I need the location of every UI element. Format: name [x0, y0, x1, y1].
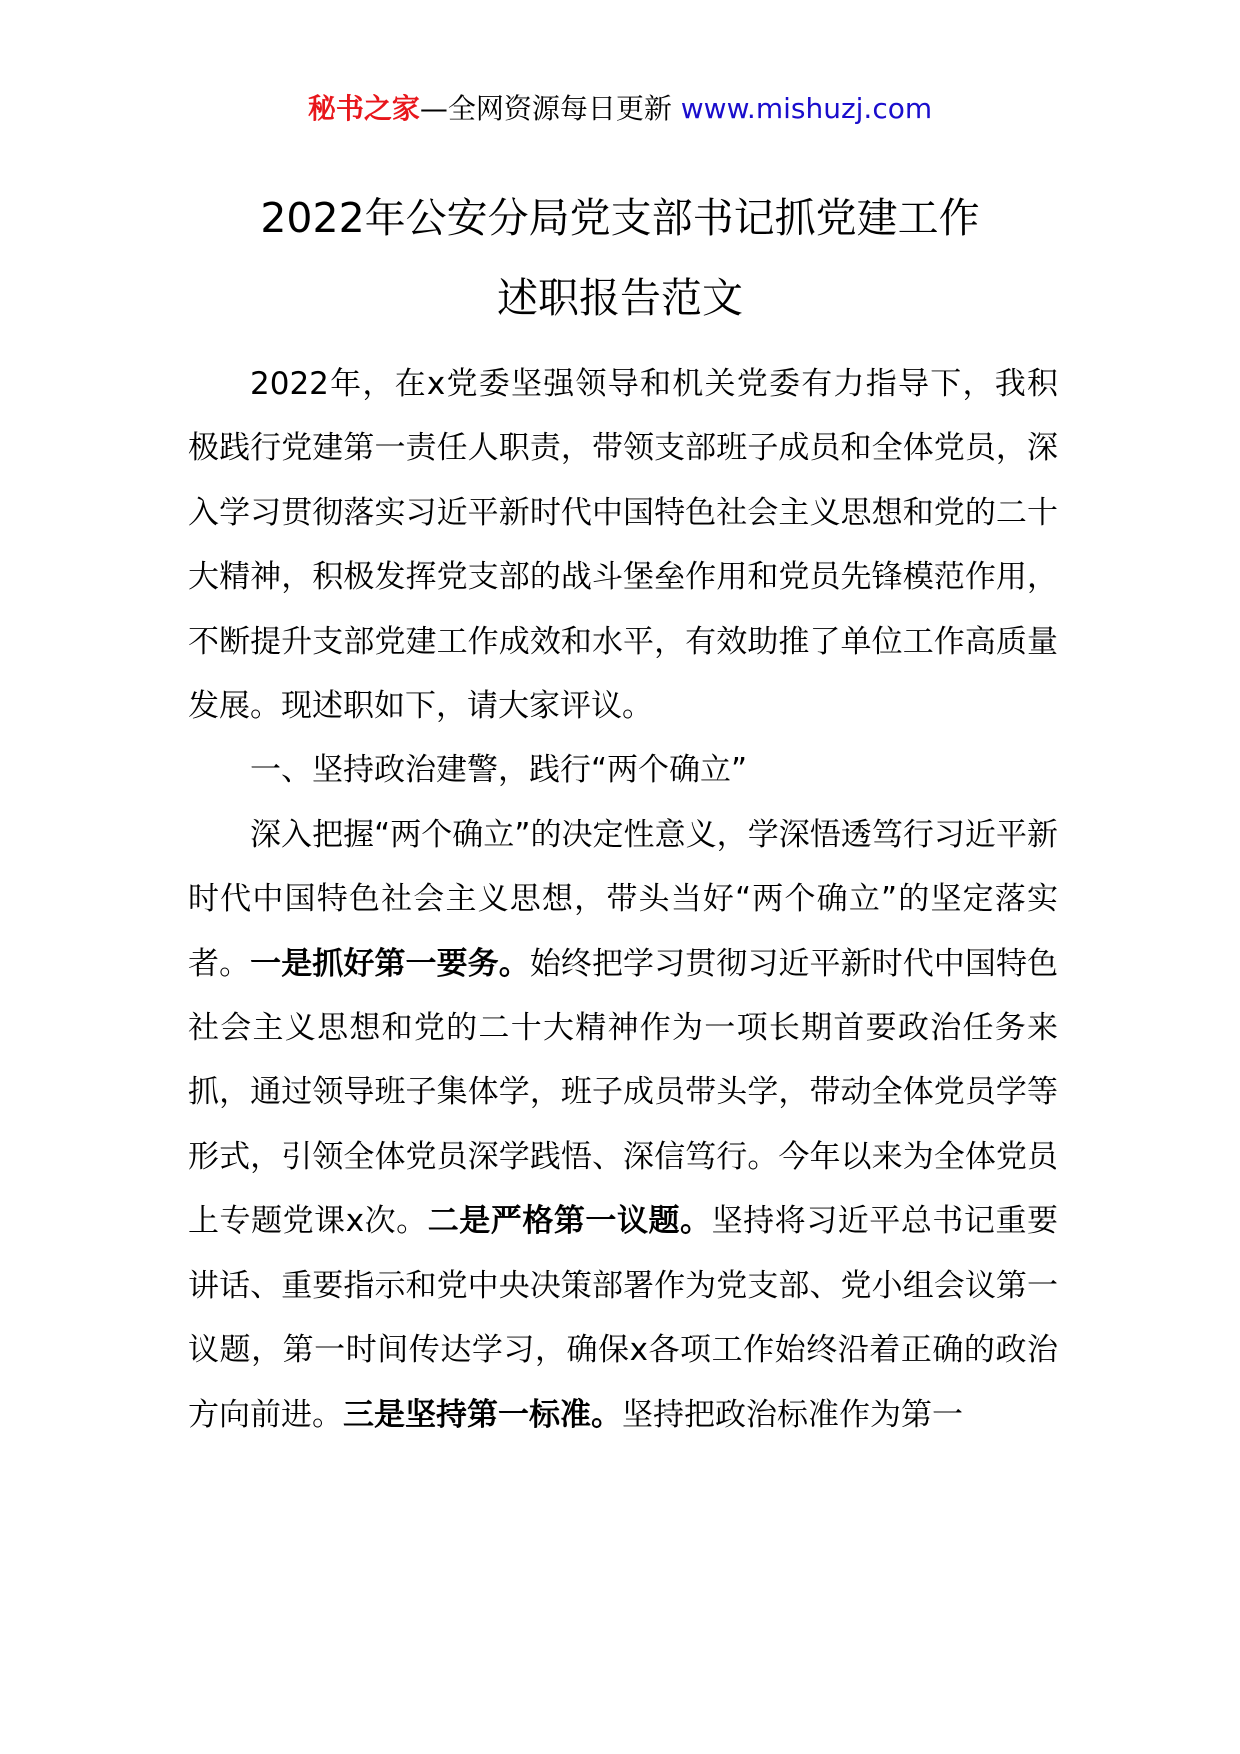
site-header — [0, 86, 1240, 132]
section-1-lead: 深入把握“两个确立”的决定性意义，学深悟透笃行习近平新时代中国特色社会主义思想，带头当好“两个确立”的坚定落实者。 — [188, 816, 1058, 982]
point-3-text: 坚持把政治标准作为第一 — [622, 1396, 963, 1433]
document-title-line-2: 述职报告范文 — [497, 274, 743, 322]
document-title-line-1: 2022年公安分局党支部书记抓党建工作 — [260, 194, 980, 242]
section-1-paragraph — [188, 803, 1058, 1447]
intro-paragraph: 2022年，在x党委坚强领导和机关党委有力指导下，我积极践行党建第一责任人职责，带领支部班子成员和全体党员，深入学习贯彻落实习近平新时代中国特色社会主义思想和党的二十大精神，积极发挥党支部的战斗堡垒作用和党员先锋模范作用，不断提升支部党建工作成效和水平，有效助推了单位工作高质量发展。现述职如下，请大家评议。 — [188, 366, 1058, 725]
site-url-link[interactable]: www.mishuzj.com — [680, 92, 933, 125]
section-1-heading: 一、坚持政治建警，践行“两个确立” — [250, 752, 748, 789]
point-3-title: 三是坚持第一标准。 — [343, 1396, 622, 1433]
site-slogan: —全网资源每日更新 — [419, 92, 681, 125]
document-body — [188, 352, 1058, 1447]
document-title — [0, 178, 1240, 338]
point-1-title: 一是抓好第一要务。 — [250, 945, 530, 982]
site-brand: 秘书之家 — [307, 92, 420, 125]
point-2-title: 二是严格第一议题。 — [427, 1203, 712, 1240]
point-1-text: 始终把学习贯彻习近平新时代中国特色社会主义思想和党的二十大精神作为一项长期首要政治任务来抓，通过领导班子集体学，班子成员带头学，带动全体党员学等形式，引领全体党员深学践悟、深信笃行。今年以来为全体党员上专题党课x次。 — [188, 945, 1059, 1240]
point-2-text: 坚持将习近平总书记重要讲话、重要指示和党中央决策部署作为党支部、党小组会议第一议题，第一时间传达学习，确保x各项工作始终沿着正确的政治方向前进。 — [188, 1203, 1058, 1433]
